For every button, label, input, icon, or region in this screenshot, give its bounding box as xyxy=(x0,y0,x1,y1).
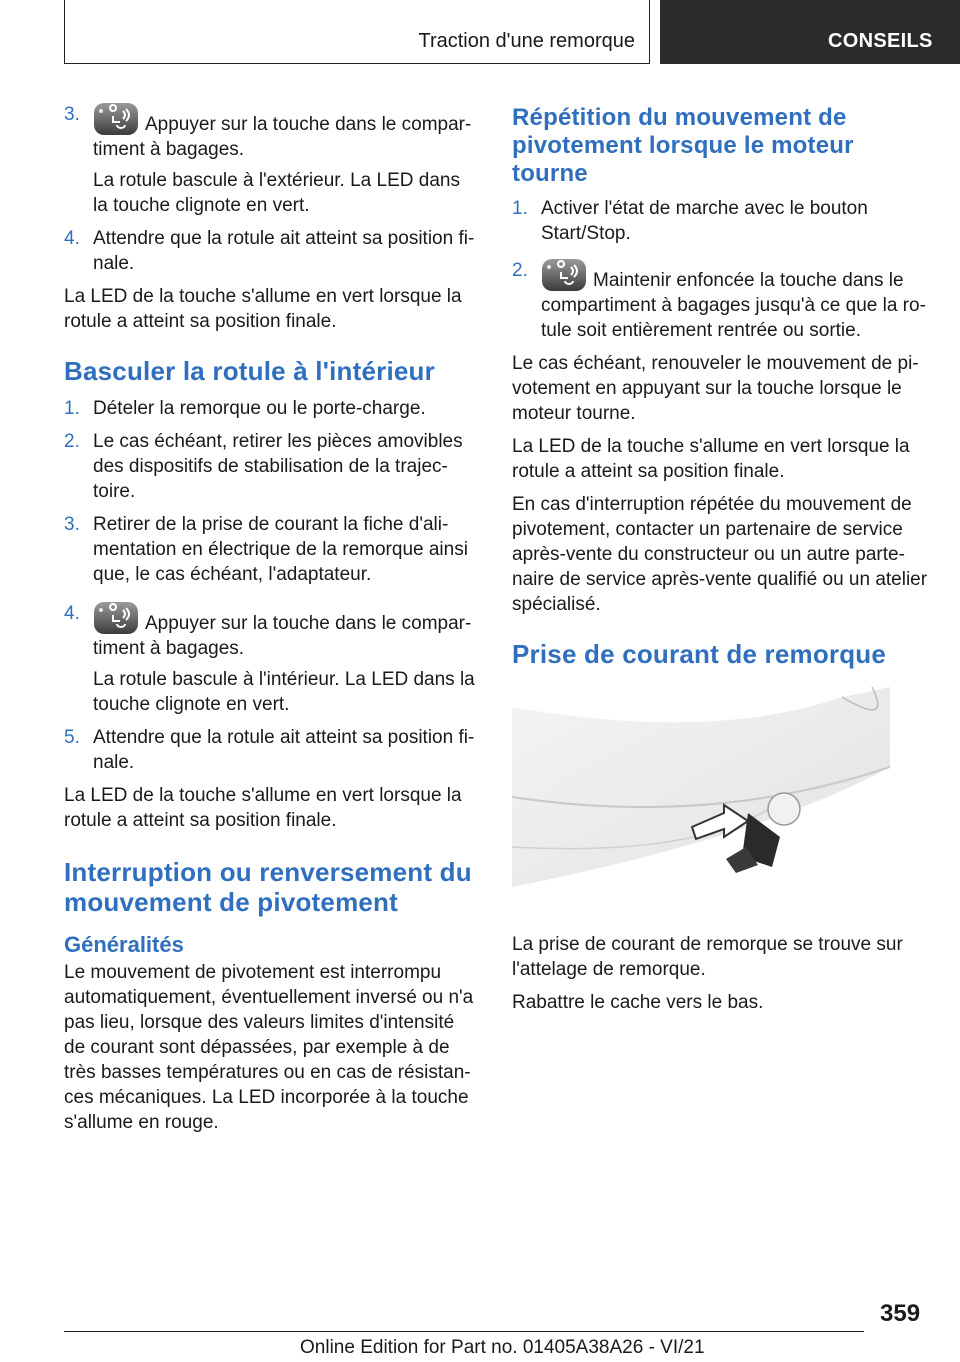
step-number: 1. xyxy=(64,398,80,419)
step-result: La rotule bascule à l'extérieur. La LED dans la touche clignote en vert. xyxy=(93,170,460,216)
footer-edition: Online Edition for Part no. 01405A38A26 - VI/21 xyxy=(300,1337,705,1358)
paragraph: Le cas échéant, renouveler le mouvement de pi-votement en appuyant sur la touche lorsque le moteur tourne. xyxy=(512,353,919,424)
paragraph: La LED de la touche s'allume en vert lorsque la rotule a atteint sa position finale. xyxy=(512,436,910,482)
heading-interruption: Interruption ou renversement du mouvement de pivotement xyxy=(64,857,472,917)
page-number: 359 xyxy=(880,1300,921,1327)
paragraph: La LED de la touche s'allume en vert lorsque la rotule a atteint sa position finale. xyxy=(64,785,462,831)
paragraph: La LED de la touche s'allume en vert lorsque la rotule a atteint sa position finale. xyxy=(64,286,462,332)
step-text: Dételer la remorque ou le porte-charge. xyxy=(93,398,426,419)
step-item xyxy=(64,601,476,717)
header-chapter-box xyxy=(64,0,650,64)
step-item xyxy=(64,226,476,276)
step-text: Retirer de la prise de courant la fiche d'ali-mentation en électrique de la remorque ainsi que, le cas échéant, l'adaptateur. xyxy=(93,514,468,585)
paragraph: Rabattre le cache vers le bas. xyxy=(512,992,764,1013)
step-number: 3. xyxy=(64,104,80,125)
step-result: La rotule bascule à l'intérieur. La LED dans la touche clignote en vert. xyxy=(93,669,475,715)
step-text: Activer l'état de marche avec le bouton Start/Stop. xyxy=(541,198,868,244)
step-number: 1. xyxy=(512,198,528,219)
trailer-hitch-button-icon xyxy=(93,601,139,635)
step-number: 3. xyxy=(64,514,80,535)
section-label: CONSEILS xyxy=(828,30,933,52)
step-number: 2. xyxy=(64,431,80,452)
trailer-hitch-button-icon xyxy=(93,102,139,136)
heading-prise: Prise de courant de remorque xyxy=(512,639,887,669)
trailer-hitch-button-icon xyxy=(541,258,587,292)
subheading-generalites: Généralités xyxy=(64,932,184,957)
paragraph: En cas d'interruption répétée du mouvement de pivotement, contacter un partenaire de service après-vente du constructeur ou un autre parte-naire de service après-vente qualifié ou un atelier spécialisé. xyxy=(512,494,928,615)
step-text: Appuyer sur la touche dans le compar-timent à bagages. xyxy=(93,613,472,659)
step-item xyxy=(512,258,928,343)
step-text: Appuyer sur la touche dans le compar-timent à bagages. xyxy=(93,114,472,160)
step-text: Attendre que la rotule ait atteint sa position fi-nale. xyxy=(93,228,475,274)
step-item xyxy=(64,396,476,421)
step-item xyxy=(64,512,476,587)
chapter-title: Traction d'une remorque xyxy=(418,30,635,52)
heading-basculer: Basculer la rotule à l'intérieur xyxy=(64,356,435,386)
step-number: 5. xyxy=(64,727,80,748)
paragraph: La prise de courant de remorque se trouve sur l'attelage de remorque. xyxy=(512,934,903,980)
step-item xyxy=(512,196,928,246)
step-text: Le cas échéant, retirer les pièces amovibles des dispositifs de stabilisation de la trajec-toire. xyxy=(93,431,463,502)
step-number: 4. xyxy=(64,603,80,624)
step-text: Attendre que la rotule ait atteint sa position fi-nale. xyxy=(93,727,475,773)
heading-repetition: Répétition du mouvement de pivotement lorsque le moteur tourne xyxy=(512,104,854,187)
step-item xyxy=(64,725,476,775)
paragraph: Le mouvement de pivotement est interrompu automatiquement, éventuellement inversé ou n'a pas lieu, lorsque des valeurs limites d'intensité de courant sont dépassées, par exemple à de très basses températures ou en cas de résistan-ces mécaniques. La LED incorporée à la touche s'allume en rouge. xyxy=(64,962,474,1133)
trailer-socket-illustration xyxy=(512,687,890,909)
footer-rule xyxy=(64,1331,864,1332)
step-item xyxy=(64,429,476,504)
step-number: 2. xyxy=(512,260,528,281)
step-number: 4. xyxy=(64,228,80,249)
header-section-box xyxy=(660,0,960,64)
right-column xyxy=(512,102,928,1023)
step-item xyxy=(64,102,476,218)
left-column xyxy=(64,102,476,1143)
step-text: Maintenir enfoncée la touche dans le compartiment à bagages jusqu'à ce que la ro-tule soit entièrement rentrée ou sortie. xyxy=(541,270,926,341)
